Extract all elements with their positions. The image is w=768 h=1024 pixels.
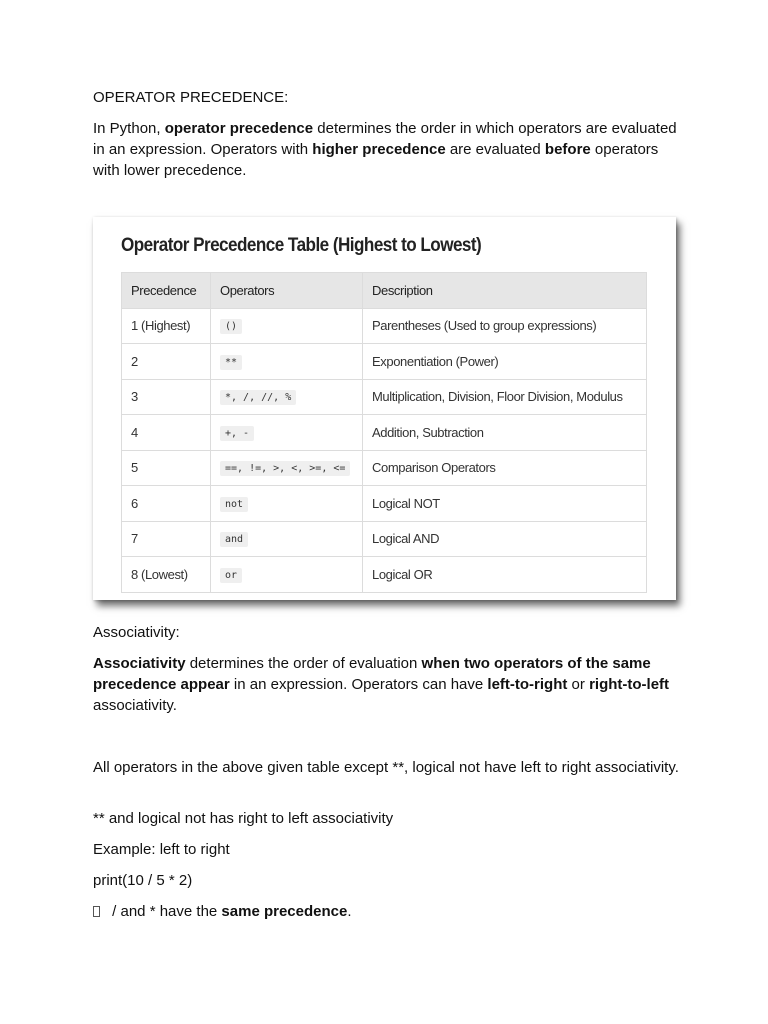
table-header-row: [122, 273, 647, 309]
operator-code: (): [220, 319, 242, 334]
cell-operators: [211, 379, 363, 415]
cell-description: Multiplication, Division, Floor Division, Modulus: [363, 379, 647, 415]
header-precedence: Precedence: [122, 273, 211, 309]
header-description: Description: [363, 273, 647, 309]
cell-precedence: 1 (Highest): [122, 308, 211, 344]
table-row: [122, 415, 647, 451]
cell-precedence: 3: [122, 379, 211, 415]
cell-precedence: 2: [122, 344, 211, 380]
table-row: [122, 557, 647, 593]
intro-text: In Python,: [93, 120, 165, 137]
cell-operators: [211, 344, 363, 380]
associativity-paragraph: [93, 653, 683, 716]
intro-text: operators with lower precedence.: [93, 141, 659, 179]
table-row: [122, 344, 647, 380]
bullet-text: / and * have the: [108, 903, 222, 920]
operator-code: and: [220, 532, 248, 547]
assoc-text: associativity.: [93, 697, 177, 714]
assoc-bold-term: left-to-right: [487, 676, 568, 693]
intro-text: are evaluated: [445, 141, 545, 158]
assoc-bold-term: Associativity: [93, 655, 186, 672]
intro-bold-term: operator precedence: [164, 120, 314, 137]
cell-operators: [211, 308, 363, 344]
bullet-bold-term: same precedence: [221, 903, 348, 920]
cell-precedence: 4: [122, 415, 211, 451]
example-code: print(10 / 5 * 2): [93, 872, 193, 889]
right-to-left-note: ** and logical not has right to left associativity: [93, 810, 394, 827]
assoc-text: in an expression. Operators can have: [229, 676, 488, 693]
associativity-heading: Associativity:: [93, 624, 180, 641]
cell-precedence: 6: [122, 486, 211, 522]
table-row: [122, 379, 647, 415]
operator-code: or: [220, 568, 242, 583]
operator-code: *, /, //, %: [220, 390, 296, 405]
bullet-text: .: [347, 903, 352, 920]
cell-precedence: 7: [122, 521, 211, 557]
assoc-text: determines the order of evaluation: [185, 655, 422, 672]
cell-operators: [211, 521, 363, 557]
cell-description: Parentheses (Used to group expressions): [363, 308, 647, 344]
intro-paragraph: [93, 118, 683, 181]
example-label: Example: left to right: [93, 841, 230, 858]
section-heading: OPERATOR PRECEDENCE:: [93, 89, 289, 106]
table-row: [122, 521, 647, 557]
cell-operators: [211, 450, 363, 486]
cell-description: Logical OR: [363, 557, 647, 593]
associativity-note: All operators in the above given table except **, logical not have left to right associativity.: [93, 759, 679, 776]
intro-text: determines the order in which operators are evaluated in an expression. Operators with: [93, 120, 677, 158]
cell-operators: [211, 557, 363, 593]
table-title: Operator Precedence Table (Highest to Lowest): [121, 235, 482, 256]
assoc-bold-term: right-to-left: [589, 676, 670, 693]
cell-precedence: 5: [122, 450, 211, 486]
cell-description: Logical AND: [363, 521, 647, 557]
missing-glyph-icon: [93, 906, 100, 917]
table-row: [122, 308, 647, 344]
operator-code: ==, !=, >, <, >=, <=: [220, 461, 350, 476]
cell-operators: [211, 486, 363, 522]
cell-description: Addition, Subtraction: [363, 415, 647, 451]
cell-description: Logical NOT: [363, 486, 647, 522]
assoc-text: or: [567, 676, 590, 693]
intro-bold-term: higher precedence: [312, 141, 446, 158]
precedence-table: [121, 272, 647, 593]
table-row: [122, 450, 647, 486]
cell-description: Exponentiation (Power): [363, 344, 647, 380]
cell-description: Comparison Operators: [363, 450, 647, 486]
operator-code: **: [220, 355, 242, 370]
table-row: [122, 486, 647, 522]
operator-code: not: [220, 497, 248, 512]
cell-precedence: 8 (Lowest): [122, 557, 211, 593]
operator-code: +, -: [220, 426, 254, 441]
bullet-item: [93, 901, 683, 922]
intro-bold-term: before: [544, 141, 591, 158]
cell-operators: [211, 415, 363, 451]
precedence-table-image: [93, 217, 676, 600]
assoc-bold-term: when two operators of the same precedence appear: [93, 655, 651, 693]
header-operators: Operators: [211, 273, 363, 309]
